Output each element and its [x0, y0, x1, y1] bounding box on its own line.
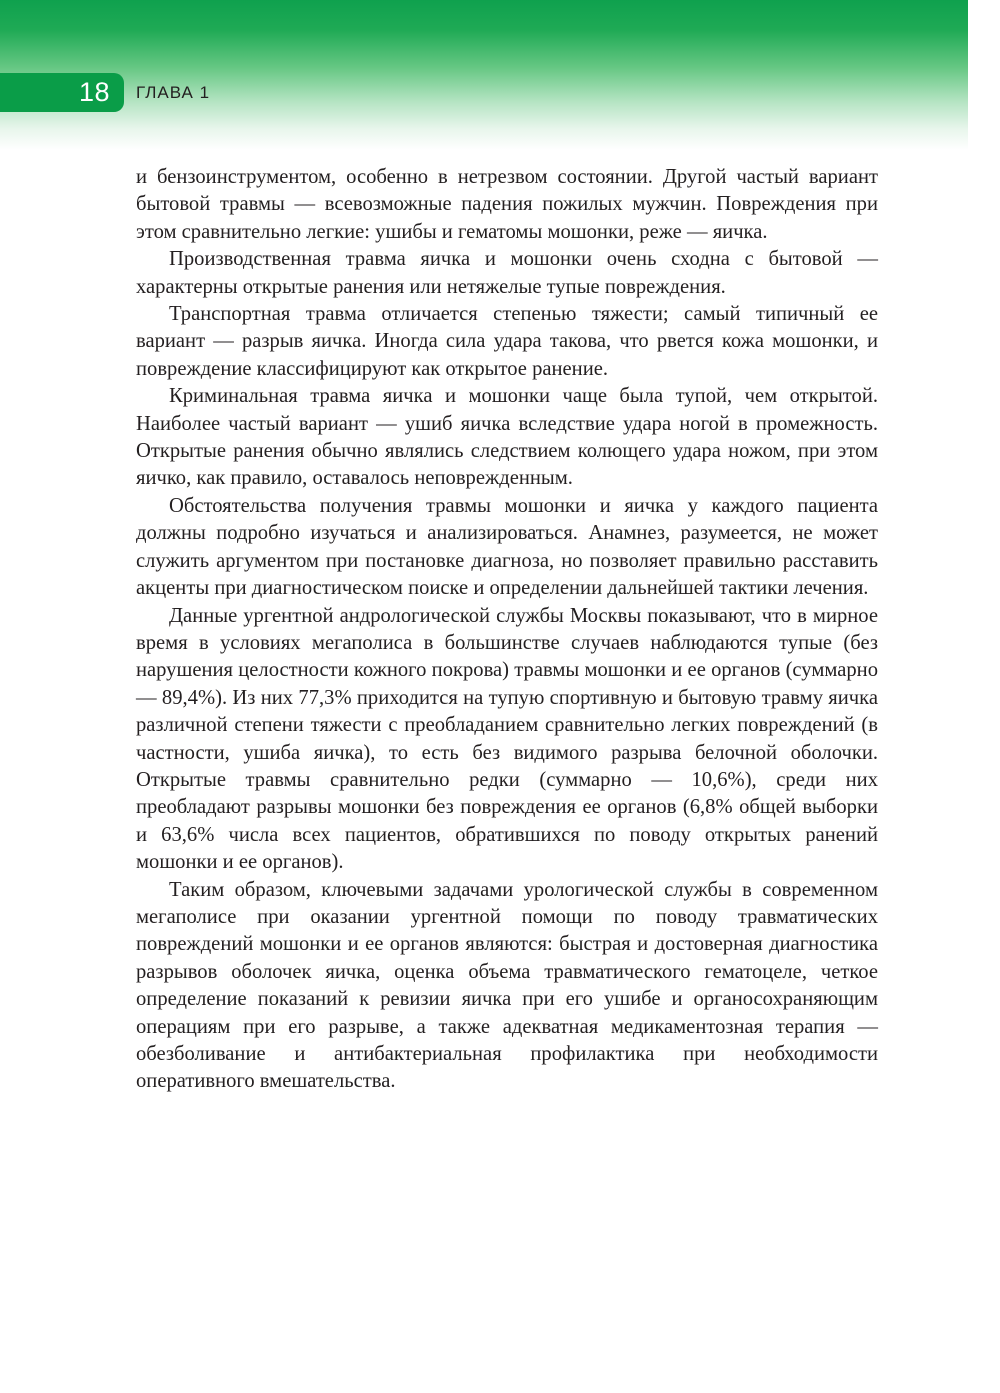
paragraph-1: и бензоинструментом, особенно в нетрезвом состоянии. Другой частый вариант бытовой травмы — всевозможные падения пожилых мужчин. Повреждения при этом сравнительно легкие: ушибы и гематомы мошонки, реже — яичка.	[136, 166, 878, 243]
body-text	[136, 164, 878, 1096]
paragraph-4: Криминальная травма яичка и мошонки чаще была тупой, чем открытой. Наиболее частый вариант — ушиб яичка вследствие удара ногой в промежность. Открытые ранения обычно являлись следствием колющего удара ножом, при этом яичко, как правило, оставалось неповрежденным.	[136, 385, 878, 490]
page-number-tab	[0, 73, 124, 112]
paragraph-2: Производственная травма яичка и мошонки очень сходна с бытовой — характерны открытые ранения или нетяжелые тупые повреждения.	[136, 248, 878, 298]
chapter-title: ГЛАВА 1	[136, 83, 211, 102]
header-band	[0, 0, 968, 150]
paragraph-5: Обстоятельства получения травмы мошонки и яичка у каждого пациента должны подробно изучаться и анализироваться. Анамнез, разумеется, не может служить аргументом при постановке диагноза, но позволяет правильно расставить акценты при диагностическом поиске и определении дальнейшей тактики лечения.	[136, 494, 878, 600]
paragraph-3: Транспортная травма отличается степенью тяжести; самый типичный ее вариант — разрыв яичка. Иногда сила удара такова, что рвется кожа мошонки, и повреждение классифицируют как открытое ранение.	[136, 303, 878, 380]
paragraph-7: Таким образом, ключевыми задачами урологической службы в современном мегаполисе при оказании ургентной помощи по поводу травматических повреждений мошонки и ее органов являются: быстрая и достоверная диагностика разрывов оболочек яичка, оценка объема травматического гематоцеле, четкое определение показаний к ревизии яичка при его ушибе и органосохраняющим операциям при его разрыве, а также адекватная медикаментозная терапия — обезболивание и антибактериальная профилактика при необходимости оперативного вмешательства.	[136, 878, 878, 1093]
paragraph-6: Данные ургентной андрологической службы Москвы показывают, что в мирное время в условиях мегаполиса в большинстве случаев наблюдаются тупые (без нарушения целостности кожного покрова) травмы мошонки и ее органов (суммарно — 89,4%). Из них 77,3% приходится на тупую спортивную и бытовую травму яичка различной степени тяжести с преобладанием сравнительно легких повреждений (в частности, ушиба яичка), то есть без видимого разрыва белочной оболочки. Открытые травмы сравнительно редки (суммарно — 10,6%), среди них преобладают разрывы мошонки без повреждения ее органов (6,8% общей выборки и 63,6% числа всех пациентов, обратившихся по поводу открытых ранений мошонки и ее органов).	[136, 604, 878, 874]
page-number: 18	[78, 77, 110, 107]
